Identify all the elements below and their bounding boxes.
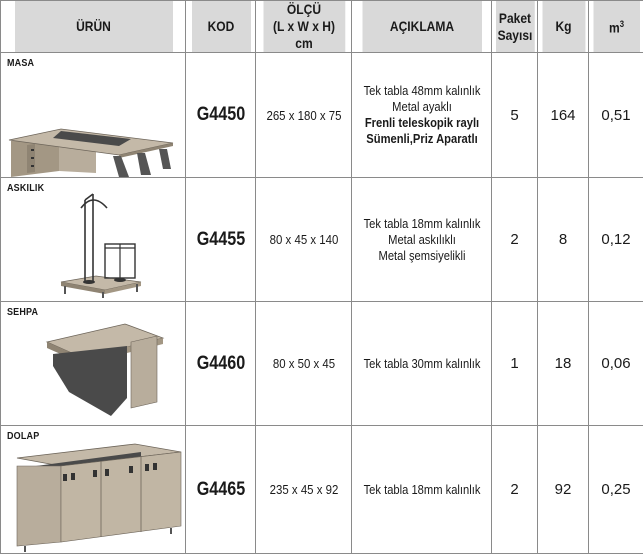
header-code: KOD [190,1,250,53]
product-cell [1,302,186,426]
header-weight: Kg [541,1,585,53]
product-volume: 0,12 [589,178,643,302]
product-weight: 18 [538,302,589,426]
product-weight: 92 [538,426,589,554]
product-weight: 164 [538,53,589,178]
product-packages: 1 [492,302,538,426]
header-dimensions-line1: ÖLÇÜ [263,1,345,18]
product-packages: 2 [492,426,538,554]
description-line: Metal ayaklı [362,99,482,115]
product-weight: 8 [538,178,589,302]
description-line: Metal şemsiyelikli [362,248,482,264]
coat-rack-image [1,178,186,302]
table-row [1,178,643,302]
product-category: SEHPA [7,307,38,318]
product-volume: 0,51 [589,53,643,178]
product-packages: 5 [492,53,538,178]
product-dimensions: 235 x 45 x 92 [261,426,345,554]
desk-image [1,53,186,178]
description-line: Frenli teleskopik raylı [362,115,482,131]
product-cell [1,426,186,554]
product-volume: 0,25 [589,426,643,554]
header-volume-base: m [608,20,619,36]
product-category: ASKILIK [7,183,44,194]
product-volume: 0,06 [589,302,643,426]
header-dimensions [262,1,345,53]
header-dimensions-line2: (L x W x H) cm [263,18,345,52]
product-packages: 2 [492,178,538,302]
header-packages-line1: Paket [495,10,534,27]
product-code: G4465 [191,426,251,554]
header-row [1,1,643,53]
description-line: Metal askılıklı [362,232,482,248]
description-line: Sümenli,Priz Aparatlı [362,131,482,147]
header-product: ÜRÜN [13,1,172,53]
header-packages-line2: Sayısı [495,27,534,44]
product-dimensions: 265 x 180 x 75 [261,53,345,178]
product-description [361,426,481,554]
header-description: AÇIKLAMA [361,1,481,53]
description-line: Tek tabla 48mm kalınlık [362,83,482,99]
description-line: Tek tabla 18mm kalınlık [362,482,482,498]
product-category: DOLAP [7,431,39,442]
product-description [361,178,481,302]
table-row [1,53,643,178]
product-dimensions: 80 x 50 x 45 [261,302,345,426]
product-code: G4455 [191,178,251,302]
product-cell [1,178,186,302]
cabinet-image [1,426,186,554]
header-volume [592,1,639,53]
table-row [1,302,643,426]
header-volume-exponent: 3 [619,19,623,29]
product-code: G4450 [191,53,251,178]
table-row [1,426,643,554]
product-code: G4460 [191,302,251,426]
product-category: MASA [7,58,34,69]
header-packages [495,1,535,53]
coffee-table-image [1,302,186,426]
description-line: Tek tabla 18mm kalınlık [362,216,482,232]
product-description [361,302,481,426]
product-description [361,53,481,178]
product-cell [1,53,186,178]
product-dimensions: 80 x 45 x 140 [261,178,345,302]
description-line: Tek tabla 30mm kalınlık [362,356,482,372]
